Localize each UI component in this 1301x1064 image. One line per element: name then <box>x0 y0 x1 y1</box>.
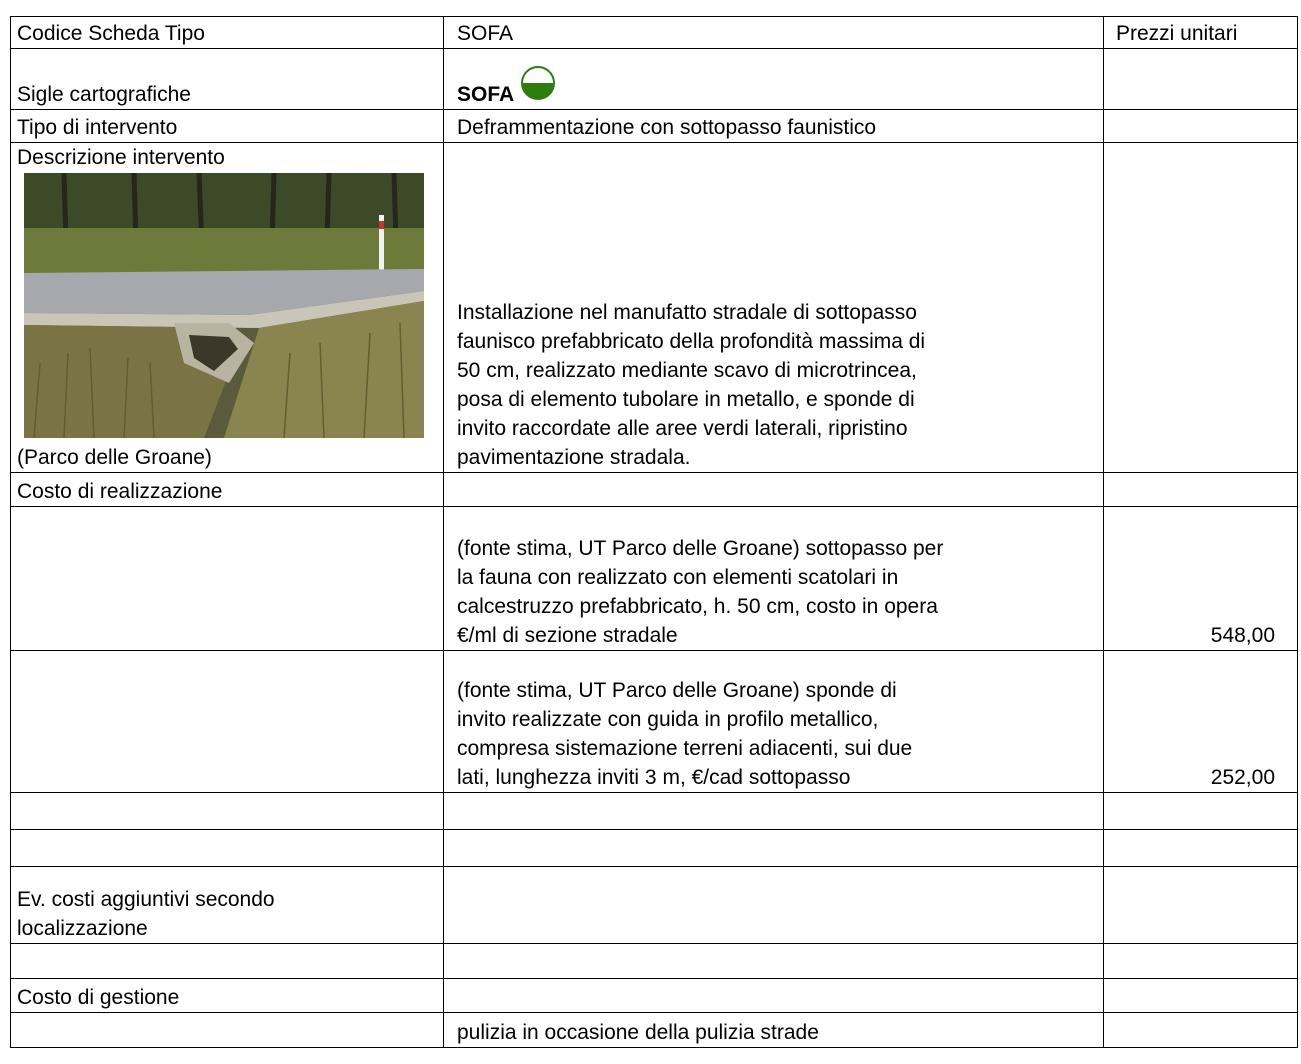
descrizione-line: 50 cm, realizzato mediante scavo di microtrincea, <box>457 359 917 382</box>
item-empty <box>11 507 444 651</box>
table-row-empty <box>11 793 1298 830</box>
item-line: (fonte stima, UT Parco delle Groane) sponde di <box>457 679 897 702</box>
tipo-label: Tipo di intervento <box>11 110 444 143</box>
costo-realizzazione-empty <box>444 473 1104 507</box>
table-row-costo-realizzazione <box>11 473 1298 507</box>
header-code-label: Codice Scheda Tipo <box>11 17 444 49</box>
sigle-cell <box>444 49 1104 110</box>
tipo-value: Deframmentazione con sottopasso faunistico <box>444 110 1104 143</box>
table-row-costi-aggiuntivi <box>11 867 1298 944</box>
item-description <box>444 507 1104 651</box>
item-line: la fauna con realizzato con elementi scatolari in <box>457 566 899 589</box>
costi-aggiuntivi-label <box>11 867 444 944</box>
table-row-descrizione <box>11 143 1298 473</box>
cost-table <box>10 16 1298 1048</box>
header-unit-prices: Prezzi unitari <box>1104 17 1298 49</box>
table-row-item <box>11 651 1298 793</box>
item-line: calcestruzzo prefabbricato, h. 50 cm, costo in opera <box>457 595 938 618</box>
costi-aggiuntivi-line: localizzazione <box>17 917 148 940</box>
table-row-tipo <box>11 110 1298 143</box>
costi-aggiuntivi-line: Ev. costi aggiuntivi secondo <box>17 888 275 911</box>
item-price: 548,00 <box>1104 507 1298 651</box>
sigle-label: Sigle cartografiche <box>11 49 444 110</box>
sigle-price <box>1104 49 1298 110</box>
descrizione-line: pavimentazione stradala. <box>457 446 691 469</box>
item-line: €/ml di sezione stradale <box>457 624 678 647</box>
road-underpass-photo <box>24 173 424 438</box>
table-row-item <box>11 507 1298 651</box>
descrizione-line: Installazione nel manufatto stradale di sottopasso <box>457 301 917 324</box>
table-row-gestione-note <box>11 1013 1298 1048</box>
table-row-costo-gestione <box>11 979 1298 1013</box>
descrizione-line: faunisco prefabbricato della profondità massima di <box>457 330 926 353</box>
item-line: lati, lunghezza inviti 3 m, €/cad sottopasso <box>457 766 851 789</box>
descrizione-line: invito raccordate alle aree verdi laterali, ripristino <box>457 417 908 440</box>
item-empty <box>11 651 444 793</box>
item-price: 252,00 <box>1104 651 1298 793</box>
costo-gestione-note: pulizia in occasione della pulizia strade <box>444 1013 1104 1048</box>
descrizione-price <box>1104 143 1298 473</box>
item-line: compresa sistemazione terreni adiacenti, sui due <box>457 737 913 760</box>
item-line: invito realizzate con guida in profilo metallico, <box>457 708 879 731</box>
descrizione-text <box>444 143 1104 473</box>
half-filled-circle-icon <box>520 65 556 101</box>
header-code-value: SOFA <box>444 17 1104 49</box>
cost-sheet <box>10 16 1298 1048</box>
costo-realizzazione-price-empty <box>1104 473 1298 507</box>
item-line: (fonte stima, UT Parco delle Groane) sottopasso per <box>457 537 944 560</box>
costo-gestione-label: Costo di gestione <box>11 979 444 1013</box>
table-row-sigle <box>11 49 1298 110</box>
tipo-price <box>1104 110 1298 143</box>
table-row-empty <box>11 944 1298 979</box>
descrizione-caption: (Parco delle Groane) <box>17 446 212 469</box>
item-description <box>444 651 1104 793</box>
costo-realizzazione-label: Costo di realizzazione <box>11 473 444 507</box>
table-row-empty <box>11 830 1298 867</box>
sigle-value: SOFA <box>457 83 515 106</box>
descrizione-line: posa di elemento tubolare in metallo, e sponde di <box>457 388 915 411</box>
descrizione-cell <box>11 143 444 473</box>
table-row-header <box>11 17 1298 49</box>
descrizione-label: Descrizione intervento <box>17 146 225 169</box>
